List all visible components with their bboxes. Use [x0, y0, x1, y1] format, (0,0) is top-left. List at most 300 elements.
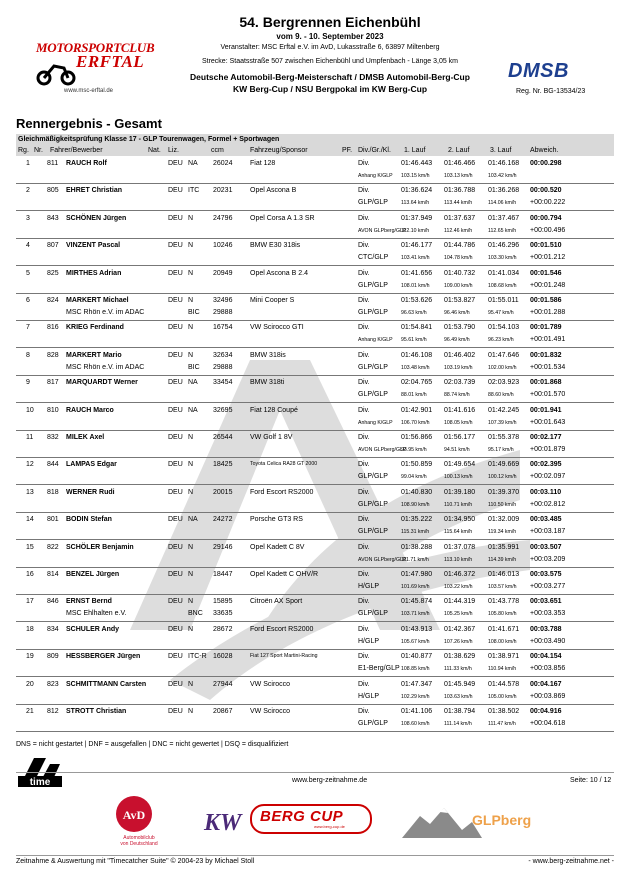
vehicle-cell: Opel Kadett C OHV/R — [250, 571, 319, 578]
footer-url[interactable]: www.berg-zeitnahme.de — [292, 777, 368, 784]
ccm-cell: 24272 — [213, 516, 233, 524]
class-cell: AVON GLPberg/GLP — [358, 556, 407, 563]
gap-cell: +00:03.490 — [530, 637, 566, 645]
table-row — [16, 157, 614, 184]
time-logo-text: time — [29, 777, 51, 788]
run-1-speed-cell: 115.31 km/h — [401, 529, 430, 536]
ccm-cell: 20867 — [213, 708, 233, 715]
deviation-cell: 00:01.546 — [530, 269, 562, 277]
run-1-time-cell: 01:40.830 — [401, 488, 433, 496]
class-cell: GLP/GLP — [358, 528, 388, 536]
driver-name-cell: MARQUARDT Werner — [66, 379, 138, 387]
run-2-speed-cell: 111.14 km/h — [444, 721, 472, 727]
entrant-cell: MSC Rhön e.V. im ADAC — [66, 363, 145, 371]
gap-cell: +00:01.212 — [530, 254, 566, 262]
deviation-cell: 00:03.651 — [530, 598, 562, 606]
deviation-cell: 00:00.794 — [530, 214, 562, 222]
license-cell: NA — [188, 160, 198, 167]
rank-cell: 5 — [26, 269, 30, 277]
division-cell: Div. — [358, 488, 370, 496]
rank-cell: 12 — [26, 461, 34, 469]
run-3-speed-cell: 108.00 km/h — [488, 638, 517, 645]
run-2-speed-cell: 107.26 km/h — [444, 638, 473, 645]
rank-cell: 3 — [26, 214, 30, 222]
run-3-time-cell: 01:41.034 — [488, 269, 520, 277]
license-cell: ITC-R — [188, 653, 207, 661]
run-3-speed-cell: 111.47 km/h — [488, 721, 516, 727]
license-cell: N — [188, 488, 194, 496]
avd-logo — [112, 796, 166, 852]
table-row — [16, 349, 614, 376]
class-cell: AVON GLPberg/GLP — [358, 447, 407, 453]
division-cell: Div. — [358, 242, 370, 250]
division-cell: Div. — [358, 516, 370, 524]
driver-name-cell: STROTT Christian — [66, 708, 127, 715]
class-cell: H/GLP — [358, 637, 380, 645]
run-1-time-cell: 01:40.877 — [401, 653, 433, 661]
division-cell: Div. — [358, 160, 370, 167]
division-cell: Div. — [358, 598, 370, 606]
rank-cell: 9 — [26, 379, 30, 387]
run-2-time-cell: 01:38.629 — [444, 653, 476, 661]
division-cell: Div. — [358, 571, 370, 578]
page-header — [0, 10, 630, 105]
run-2-speed-cell: 109.00 km/h — [444, 282, 473, 289]
run-3-time-cell: 01:55.378 — [488, 434, 520, 441]
gap-cell: +00:03.187 — [530, 528, 566, 536]
run-1-speed-cell: 101.69 km/h — [401, 584, 430, 590]
run-2-time-cell: 01:36.788 — [444, 187, 476, 195]
run-3-time-cell: 01:43.778 — [488, 598, 520, 606]
run-3-speed-cell: 105.00 km/h — [488, 693, 517, 700]
table-row — [16, 212, 614, 239]
class-cell: GLP/GLP — [358, 281, 388, 289]
run-2-time-cell: 01:53.790 — [444, 324, 476, 332]
rank-cell: 13 — [26, 488, 34, 496]
vehicle-cell: Opel Ascona B — [250, 187, 297, 195]
vehicle-cell: Opel Kadett C 8V — [250, 543, 305, 551]
division-cell: Div. — [358, 434, 370, 441]
nation-cell: DEU — [168, 351, 183, 359]
run-2-time-cell: 01:34.950 — [444, 516, 476, 524]
class-cell: GLP/GLP — [358, 199, 388, 207]
driver-name-cell: RAUCH Rolf — [66, 160, 107, 167]
gap-cell: +00:02.812 — [530, 500, 566, 508]
run-2-speed-cell: 113.10 km/h — [444, 556, 473, 563]
event-series-2: KW Berg-Cup / NSU Bergpokal im KW Berg-Cup — [232, 84, 428, 94]
run-1-speed-cell: 108.60 km/h — [401, 721, 430, 727]
class-cell: AVON GLPberg/GLP — [358, 227, 407, 234]
nation-cell: DEU — [168, 324, 183, 332]
run-2-time-cell: 01:40.732 — [444, 269, 476, 277]
driver-name-cell: HESSBERGER Jürgen — [66, 653, 141, 661]
license-cell: N — [188, 297, 194, 304]
vehicle-cell: Porsche GT3 RS — [250, 516, 303, 524]
license-cell: N — [188, 708, 194, 715]
run-1-time-cell: 01:37.949 — [401, 214, 433, 222]
ccm-cell: 32634 — [213, 351, 233, 359]
run-3-speed-cell: 103.30 km/h — [488, 255, 517, 262]
gap-cell: +00:04.618 — [530, 720, 566, 727]
ccm-cell: 27944 — [213, 680, 233, 688]
nation-cell: DEU — [168, 516, 183, 524]
avd-logo-sub — [112, 835, 166, 847]
class-cell: GLP/GLP — [358, 309, 388, 316]
class-cell: GLP/GLP — [358, 391, 388, 399]
ccm-cell: 26024 — [213, 160, 233, 167]
rank-cell: 17 — [26, 598, 34, 606]
vehicle-cell: Opel Corsa A 1.3 SR — [250, 214, 315, 222]
vehicle-cell: Fiat 128 Coupé — [250, 406, 298, 414]
table-row — [16, 404, 614, 431]
driver-name-cell: RAUCH Marco — [66, 406, 114, 414]
start-number-cell: 834 — [47, 625, 59, 633]
driver-name-cell: SCHÖLER Benjamin — [66, 543, 134, 551]
run-3-time-cell: 01:54.103 — [488, 324, 520, 332]
class-cell: GLP/GLP — [358, 473, 388, 481]
event-dates: vom 9. - 10. September 2023 — [276, 32, 384, 41]
start-number-cell: 843 — [47, 214, 59, 222]
deviation-cell: 00:04.916 — [530, 708, 562, 715]
table-row — [16, 431, 614, 458]
run-3-time-cell: 01:47.646 — [488, 351, 520, 359]
rank-cell: 21 — [26, 708, 34, 715]
nation-cell: DEU — [168, 625, 183, 633]
run-2-speed-cell: 115.64 km/h — [444, 529, 473, 536]
vehicle-cell: Fiat 128 — [250, 160, 276, 167]
start-number-cell: 828 — [47, 351, 59, 359]
division-cell: Div. — [358, 187, 370, 195]
nation-cell: DEU — [168, 653, 183, 661]
ccm-cell: 20231 — [213, 187, 233, 195]
run-3-time-cell: 01:46.013 — [488, 571, 520, 578]
gap-cell: +00:01.491 — [530, 336, 566, 344]
gap-cell: +00:01.879 — [530, 446, 566, 453]
run-1-time-cell: 01:36.624 — [401, 187, 433, 195]
kw-logo-text: KW — [204, 810, 242, 836]
entrant-cell: MSC Ehlhalten e.V. — [66, 610, 127, 618]
run-2-time-cell: 01:44.786 — [444, 242, 476, 250]
driver-name-cell: LAMPAS Edgar — [66, 461, 117, 469]
run-2-speed-cell: 100.13 km/h — [444, 474, 473, 481]
nation-cell: DEU — [168, 434, 183, 441]
msc-erftal-logo — [30, 38, 155, 100]
run-1-time-cell: 01:45.874 — [401, 598, 433, 606]
license-2-cell: BIC — [188, 363, 200, 371]
run-1-time-cell: 01:46.443 — [401, 160, 433, 167]
run-1-time-cell: 01:47.980 — [401, 571, 433, 578]
table-row — [16, 513, 614, 540]
class-cell: E1-Berg/GLP — [358, 665, 400, 673]
division-cell: Div. — [358, 625, 370, 633]
gap-cell: +00:03.869 — [530, 692, 566, 700]
start-number-cell: 801 — [47, 516, 59, 524]
table-row — [16, 294, 614, 321]
license-cell: N — [188, 543, 194, 551]
run-1-time-cell: 01:50.859 — [401, 461, 433, 469]
deviation-cell: 00:04.154 — [530, 653, 562, 661]
division-cell: Div. — [358, 379, 370, 387]
class-cell: GLP/GLP — [358, 610, 388, 618]
ccm-cell: 33454 — [213, 379, 233, 387]
run-1-time-cell: 01:56.866 — [401, 434, 433, 441]
run-3-time-cell: 01:37.467 — [488, 214, 520, 222]
ccm-cell: 24796 — [213, 214, 233, 222]
nation-cell: DEU — [168, 571, 183, 578]
event-series-1: Deutsche Automobil-Berg-Meisterschaft / DMSB Automobil-Berg-Cup — [190, 72, 470, 82]
credit-url[interactable]: - www.berg-zeitnahme.net - — [528, 858, 614, 865]
run-2-speed-cell: 110.71 km/h — [444, 501, 473, 508]
deviation-cell: 00:01.941 — [530, 406, 562, 414]
run-1-speed-cell: 102.29 km/h — [401, 693, 430, 700]
nation-cell: DEU — [168, 598, 183, 606]
msc-logo-name: MOTORSPORTCLUB — [36, 40, 155, 55]
ccm-cell: 32695 — [213, 406, 233, 414]
division-cell: Div. — [358, 269, 370, 277]
vehicle-cell: Toyota Celica RA28 GT 2000 — [250, 461, 318, 468]
run-3-time-cell: 02:03.923 — [488, 379, 520, 387]
run-1-speed-cell: 108.85 km/h — [401, 666, 430, 673]
rank-cell: 20 — [26, 680, 34, 688]
gap-cell: +00:00.222 — [530, 199, 566, 207]
rank-cell: 11 — [26, 434, 34, 441]
start-number-cell: 814 — [47, 571, 59, 578]
nation-cell: DEU — [168, 160, 183, 167]
table-row — [16, 486, 614, 513]
run-2-speed-cell: 103.63 km/h — [444, 693, 473, 700]
nation-cell: DEU — [168, 461, 183, 469]
gap-cell: +00:01.643 — [530, 418, 566, 426]
run-3-speed-cell: 108.68 km/h — [488, 282, 517, 289]
event-title: 54. Bergrennen Eichenbühl — [239, 14, 421, 30]
table-row — [16, 239, 614, 266]
vehicle-cell: Ford Escort RS2000 — [250, 488, 314, 496]
start-number-cell: 832 — [47, 434, 59, 441]
division-cell: Div. — [358, 653, 370, 661]
license-cell: N — [188, 680, 194, 688]
nation-cell: DEU — [168, 680, 183, 688]
run-3-speed-cell: 103.42 km/h — [488, 173, 517, 179]
vehicle-cell: BMW 318is — [250, 351, 286, 359]
start-number-cell: 822 — [47, 543, 59, 551]
deviation-cell: 00:01.510 — [530, 242, 562, 250]
run-2-speed-cell: 96.49 km/h — [444, 337, 470, 344]
run-2-speed-cell: 96.46 km/h — [444, 310, 470, 316]
deviation-cell: 00:01.832 — [530, 351, 562, 359]
gap-cell: +00:02.097 — [530, 473, 566, 481]
run-2-speed-cell: 103.19 km/h — [444, 364, 473, 371]
run-3-speed-cell: 114.39 km/h — [488, 556, 517, 563]
col-license: Liz. — [168, 147, 179, 154]
result-title: Rennergebnis - Gesamt — [16, 116, 162, 131]
ccm-cell: 29146 — [213, 543, 233, 551]
col-pf: PF. — [342, 147, 353, 154]
run-1-time-cell: 01:54.841 — [401, 324, 433, 332]
vehicle-cell: VW Scirocco — [250, 680, 291, 688]
rank-cell: 1 — [26, 160, 30, 167]
run-3-speed-cell: 119.34 km/h — [488, 529, 517, 536]
msc-url: www.msc-erftal.de — [64, 88, 114, 94]
run-2-speed-cell: 105.25 km/h — [444, 611, 473, 618]
driver-name-cell: MILEK Axel — [66, 434, 105, 441]
ccm-cell: 20015 — [213, 488, 233, 496]
run-2-time-cell: 01:37.637 — [444, 214, 476, 222]
run-1-speed-cell: 103.71 km/h — [401, 611, 430, 618]
run-3-speed-cell: 100.12 km/h — [488, 474, 517, 481]
ccm-cell: 26544 — [213, 434, 233, 441]
col-driver: Fahrer/Bewerber — [50, 147, 103, 154]
page-number: Seite: 10 / 12 — [570, 777, 612, 784]
deviation-cell: 00:04.167 — [530, 680, 562, 688]
col-vehicle: Fahrzeug/Sponsor — [250, 147, 308, 154]
class-cell: Anhang K/GLP — [358, 173, 393, 179]
run-3-time-cell: 01:49.669 — [488, 461, 520, 469]
driver-name-cell: SCHÖNEN Jürgen — [66, 214, 127, 222]
bottom-divider — [16, 855, 614, 856]
run-3-speed-cell: 103.57 km/h — [488, 584, 517, 590]
class-title: Gleichmäßigkeitsprüfung Klasse 17 - GLP Tourenwagen, Formel + Sportwagen — [16, 134, 614, 145]
license-cell: N — [188, 214, 194, 222]
run-3-speed-cell: 107.39 km/h — [488, 419, 517, 426]
run-1-speed-cell: 95.61 km/h — [401, 337, 427, 344]
col-run-3: 3. Lauf — [490, 147, 512, 154]
gap-cell: +00:00.496 — [530, 226, 566, 234]
credit-text: Zeitnahme & Auswertung mit "Timecatcher Suite" © 2004-23 by Michael Stoll — [16, 858, 255, 865]
vehicle-cell: Opel Ascona B 2.4 — [250, 269, 308, 277]
vehicle-cell: VW Golf 1 8V — [250, 434, 293, 441]
registration-number: Reg. Nr. BG-13534/23 — [516, 88, 586, 95]
event-track: Strecke: Staatsstraße 507 zwischen Eichenbühl und Umpfenbach - Länge 3,05 km — [201, 58, 459, 65]
rank-cell: 18 — [26, 625, 34, 633]
table-row — [16, 568, 614, 595]
gap-cell: +00:03.209 — [530, 555, 566, 563]
table-row — [16, 678, 614, 705]
vehicle-cell: VW Scirocco — [250, 708, 291, 715]
gap-cell: +00:01.288 — [530, 309, 566, 316]
run-1-time-cell: 01:35.222 — [401, 516, 433, 524]
run-2-time-cell: 01:46.372 — [444, 571, 476, 578]
run-1-time-cell: 01:38.288 — [401, 543, 433, 551]
gap-cell: +00:01.570 — [530, 391, 566, 399]
class-cell: H/GLP — [358, 583, 380, 590]
nation-cell: DEU — [168, 708, 183, 715]
division-cell: Div. — [358, 461, 370, 469]
division-cell: Div. — [358, 680, 370, 688]
license-cell: N — [188, 571, 194, 578]
license-cell: N — [188, 242, 194, 250]
driver-name-cell: EHRET Christian — [66, 187, 123, 195]
license-cell: N — [188, 269, 194, 277]
nation-cell: DEU — [168, 543, 183, 551]
run-1-time-cell: 01:53.626 — [401, 297, 433, 304]
bergcup-text: BERG CUP — [260, 808, 344, 825]
run-2-time-cell: 01:56.177 — [444, 434, 476, 441]
driver-name-cell: VINZENT Pascal — [66, 242, 121, 250]
division-cell: Div. — [358, 351, 370, 359]
footer-divider — [16, 772, 614, 773]
glpberg-logo — [402, 796, 548, 852]
run-3-time-cell: 01:38.971 — [488, 653, 520, 661]
division-cell: Div. — [358, 406, 370, 414]
ccm-2-cell: 29888 — [213, 309, 233, 316]
run-3-speed-cell: 102.00 km/h — [488, 364, 517, 371]
column-header — [16, 145, 614, 156]
division-cell: Div. — [358, 543, 370, 551]
rank-cell: 10 — [26, 406, 34, 414]
run-3-speed-cell: 95.47 km/h — [488, 310, 514, 316]
license-cell: N — [188, 324, 194, 332]
class-cell: Anhang K/GLP — [358, 337, 393, 344]
run-2-time-cell: 01:41.616 — [444, 406, 476, 414]
run-1-time-cell: 01:46.177 — [401, 242, 433, 250]
driver-name-cell: BODIN Stefan — [66, 516, 112, 524]
license-cell: ITC — [188, 187, 200, 195]
run-3-time-cell: 01:42.245 — [488, 406, 520, 414]
run-2-time-cell: 02:03.739 — [444, 379, 476, 387]
driver-name-cell: SCHMITTMANN Carsten — [66, 680, 147, 688]
run-1-time-cell: 02:04.765 — [401, 379, 433, 387]
rank-cell: 14 — [26, 516, 34, 524]
start-number-cell: 816 — [47, 324, 59, 332]
rank-cell: 2 — [26, 187, 30, 195]
run-2-time-cell: 01:46.466 — [444, 160, 476, 167]
division-cell: Div. — [358, 324, 370, 332]
rank-cell: 4 — [26, 242, 30, 250]
run-3-speed-cell: 112.65 km/h — [488, 227, 517, 234]
license-cell: N — [188, 434, 194, 441]
run-1-time-cell: 01:42.901 — [401, 406, 433, 414]
run-1-speed-cell: 88.01 km/h — [401, 392, 427, 399]
division-cell: Div. — [358, 297, 370, 304]
event-organizer: Veranstalter: MSC Erftal e.V. im AvD, Lukasstraße 6, 63897 Miltenberg — [220, 44, 440, 51]
ccm-2-cell: 33635 — [213, 610, 233, 618]
run-1-time-cell: 01:41.656 — [401, 269, 433, 277]
nation-cell: DEU — [168, 214, 183, 222]
col-run-2: 2. Lauf — [448, 147, 470, 154]
run-3-time-cell: 01:55.011 — [488, 297, 519, 304]
deviation-cell: 00:01.586 — [530, 297, 562, 304]
run-3-speed-cell: 88.60 km/h — [488, 392, 514, 399]
run-3-time-cell: 01:35.991 — [488, 543, 520, 551]
driver-name-cell: MARKERT Michael — [66, 297, 129, 304]
table-row — [16, 184, 614, 211]
ccm-cell: 28672 — [213, 625, 233, 633]
driver-name-cell: MARKERT Mario — [66, 351, 122, 359]
deviation-cell: 00:02.177 — [530, 434, 562, 441]
run-3-time-cell: 01:46.296 — [488, 242, 520, 250]
col-division: Div./Gr./Kl. — [358, 147, 391, 154]
class-cell: GLP/GLP — [358, 500, 388, 508]
kw-bergcup-logo — [200, 796, 376, 852]
ccm-cell: 16754 — [213, 324, 233, 332]
run-2-speed-cell: 111.33 km/h — [444, 666, 472, 673]
bergcup-url: www.berg-cup.de — [314, 824, 345, 829]
division-cell: Div. — [358, 708, 370, 715]
run-2-time-cell: 01:45.949 — [444, 680, 476, 688]
run-1-speed-cell: 93.95 km/h — [401, 447, 427, 453]
class-cell: GLP/GLP — [358, 363, 388, 371]
vehicle-cell: VW Scirocco GTI — [250, 324, 304, 332]
run-3-speed-cell: 96.23 km/h — [488, 337, 514, 344]
run-2-time-cell: 01:37.078 — [444, 543, 476, 551]
avd-sub-line-1: Automobilclub — [123, 835, 155, 841]
col-nation: Nat. — [148, 147, 161, 154]
driver-name-cell: SCHULER Andy — [66, 625, 120, 633]
ccm-cell: 15895 — [213, 598, 233, 606]
col-number: Nr. — [34, 147, 43, 154]
run-3-time-cell: 01:44.578 — [488, 680, 520, 688]
run-2-time-cell: 01:42.367 — [444, 625, 476, 633]
